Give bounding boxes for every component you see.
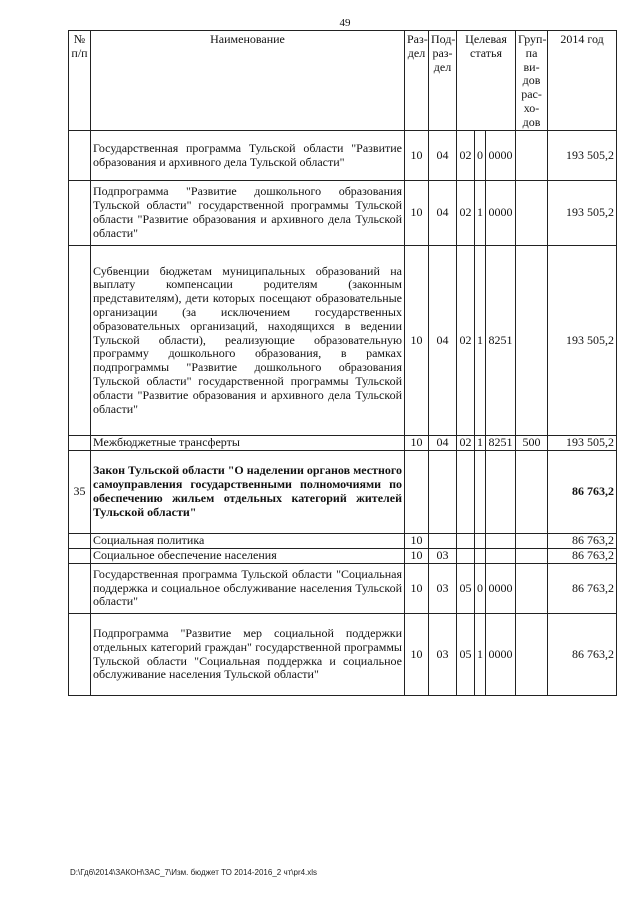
row-group xyxy=(516,181,548,246)
row-podrazdel: 04 xyxy=(429,436,457,451)
header-name: Наименование xyxy=(91,31,405,131)
row-razdel: 10 xyxy=(405,564,429,614)
row-cs-subprogram xyxy=(475,451,486,534)
row-group xyxy=(516,246,548,436)
row-amount: 193 505,2 xyxy=(548,131,617,181)
row-group xyxy=(516,549,548,564)
row-group xyxy=(516,534,548,549)
row-cs-program: 05 xyxy=(457,614,475,696)
row-cs-program xyxy=(457,534,475,549)
row-podrazdel: 03 xyxy=(429,564,457,614)
row-num xyxy=(69,181,91,246)
row-amount: 86 763,2 xyxy=(548,564,617,614)
row-razdel: 10 xyxy=(405,549,429,564)
row-group xyxy=(516,131,548,181)
row-cs-subprogram: 0 xyxy=(475,131,486,181)
row-amount: 86 763,2 xyxy=(548,549,617,564)
page-number: 49 xyxy=(339,17,351,29)
row-amount: 193 505,2 xyxy=(548,246,617,436)
header-razdel: Раз- дел xyxy=(405,31,429,131)
table-row xyxy=(69,181,617,246)
row-amount: 193 505,2 xyxy=(548,181,617,246)
row-podrazdel: 04 xyxy=(429,246,457,436)
budget-table xyxy=(68,30,617,696)
row-cs-code xyxy=(486,451,516,534)
row-cs-code: 0000 xyxy=(486,564,516,614)
row-name: Подпрограмма "Развитие дошкольного образования Тульской области" государственной программы Тульской области "Развитие образования и архивного дела Тульской области" xyxy=(91,181,405,246)
row-cs-program xyxy=(457,451,475,534)
table-row xyxy=(69,131,617,181)
row-amount: 86 763,2 xyxy=(548,451,617,534)
row-name: Закон Тульской области "О наделении органов местного самоуправления государственными полномочиями по обеспечению жильем отдельных категорий жителей Тульской области" xyxy=(91,451,405,534)
table-row xyxy=(69,564,617,614)
row-cs-code: 8251 xyxy=(486,246,516,436)
row-name: Межбюджетные трансферты xyxy=(91,436,405,451)
row-name: Государственная программа Тульской области "Развитие образования и архивного дела Тульской области" xyxy=(91,131,405,181)
table-row xyxy=(69,614,617,696)
row-num: 35 xyxy=(69,451,91,534)
header-target-article: Целевая статья xyxy=(457,31,516,131)
row-cs-subprogram xyxy=(475,534,486,549)
row-cs-code xyxy=(486,534,516,549)
header-expense-group: Груп- па ви- дов рас- хо- дов xyxy=(516,31,548,131)
table-row xyxy=(69,246,617,436)
row-razdel: 10 xyxy=(405,246,429,436)
row-cs-program: 02 xyxy=(457,181,475,246)
row-num xyxy=(69,564,91,614)
row-cs-code xyxy=(486,549,516,564)
row-cs-subprogram: 1 xyxy=(475,614,486,696)
row-podrazdel xyxy=(429,534,457,549)
row-cs-subprogram: 0 xyxy=(475,564,486,614)
row-amount: 193 505,2 xyxy=(548,436,617,451)
row-num xyxy=(69,131,91,181)
row-cs-program: 05 xyxy=(457,564,475,614)
row-cs-program: 02 xyxy=(457,436,475,451)
row-cs-code: 0000 xyxy=(486,131,516,181)
row-name: Социальная политика xyxy=(91,534,405,549)
row-cs-subprogram: 1 xyxy=(475,181,486,246)
row-cs-code: 0000 xyxy=(486,181,516,246)
table-header-row xyxy=(69,31,617,131)
header-year: 2014 год xyxy=(548,31,617,131)
table-row xyxy=(69,534,617,549)
row-cs-code: 8251 xyxy=(486,436,516,451)
row-amount: 86 763,2 xyxy=(548,614,617,696)
file-path-footer: D:\Гд6\2014\ЗАКОН\ЗАС_7\Изм. бюджет ТО 2014-2016_2 чт\pr4.xls xyxy=(70,868,318,877)
row-cs-program xyxy=(457,549,475,564)
row-group: 500 xyxy=(516,436,548,451)
header-podrazdel: Под- раз- дел xyxy=(429,31,457,131)
table-row xyxy=(69,436,617,451)
row-num xyxy=(69,614,91,696)
row-podrazdel: 03 xyxy=(429,614,457,696)
row-podrazdel xyxy=(429,451,457,534)
table-row xyxy=(69,451,617,534)
row-cs-subprogram: 1 xyxy=(475,436,486,451)
row-razdel: 10 xyxy=(405,436,429,451)
row-razdel: 10 xyxy=(405,181,429,246)
row-num xyxy=(69,549,91,564)
row-name: Социальное обеспечение населения xyxy=(91,549,405,564)
header-num: № п/п xyxy=(69,31,91,131)
row-podrazdel: 04 xyxy=(429,131,457,181)
row-group xyxy=(516,564,548,614)
row-razdel: 10 xyxy=(405,534,429,549)
row-razdel: 10 xyxy=(405,614,429,696)
row-name: Субвенции бюджетам муниципальных образований на выплату компенсации родителям (законным представителям), дети которых посещают образовательные организации (за исключением государственных образовательных организаций, находящихся в ведении Тульской области), реализующие образовательную программу дошкольного образования, в рамках подпрограммы "Развитие дошкольного образования Тульской области" государственной программы Тульской области "Развитие образования и архивного дела Тульской области" xyxy=(91,246,405,436)
row-podrazdel: 03 xyxy=(429,549,457,564)
row-name: Подпрограмма "Развитие мер социальной поддержки отдельных категорий граждан" государственной программы Тульской области "Социальная поддержка и социальное обслуживание населения Тульской области" xyxy=(91,614,405,696)
row-cs-subprogram: 1 xyxy=(475,246,486,436)
row-num xyxy=(69,534,91,549)
row-num xyxy=(69,436,91,451)
row-cs-subprogram xyxy=(475,549,486,564)
row-num xyxy=(69,246,91,436)
row-podrazdel: 04 xyxy=(429,181,457,246)
row-cs-program: 02 xyxy=(457,131,475,181)
row-group xyxy=(516,451,548,534)
row-cs-program: 02 xyxy=(457,246,475,436)
row-razdel: 10 xyxy=(405,131,429,181)
row-name: Государственная программа Тульской области "Социальная поддержка и социальное обслуживание населения Тульской области" xyxy=(91,564,405,614)
row-razdel xyxy=(405,451,429,534)
row-group xyxy=(516,614,548,696)
table-row xyxy=(69,549,617,564)
row-cs-code: 0000 xyxy=(486,614,516,696)
row-amount: 86 763,2 xyxy=(548,534,617,549)
